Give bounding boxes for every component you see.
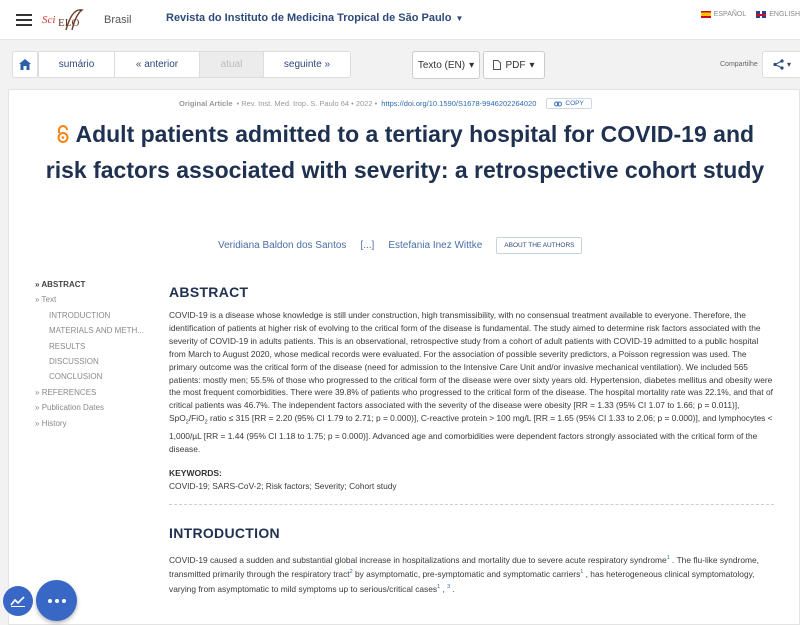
lang-label: ENGLISH — [769, 11, 800, 18]
more-options-button[interactable] — [36, 580, 77, 621]
toc-item-methods[interactable]: MATERIALS AND METH... — [49, 326, 144, 336]
authors-line — [218, 237, 582, 254]
current-button: atual — [199, 51, 264, 78]
toc-item-introduction[interactable]: INTRODUCTION — [49, 310, 111, 320]
sumario-button[interactable]: sumário — [38, 51, 115, 78]
svg-text:Sci: Sci — [42, 14, 56, 26]
authors-ellipsis[interactable]: [...] — [360, 240, 375, 251]
uk-flag-icon — [756, 11, 766, 18]
open-access-icon — [56, 125, 70, 143]
share-button[interactable] — [762, 51, 800, 78]
caret-down-icon: ▾ — [786, 60, 791, 69]
text-language-dropdown[interactable] — [412, 51, 480, 79]
scielo-logo[interactable] — [42, 6, 132, 34]
ref-link[interactable]: 1 — [666, 554, 670, 561]
scielo-logo-mark — [42, 6, 100, 34]
toc-item-references[interactable]: » REFERENCES — [35, 387, 97, 397]
lang-espanol[interactable] — [701, 11, 747, 18]
abstract-heading: ABSTRACT — [169, 284, 249, 300]
caret-down-icon: ▾ — [469, 59, 475, 71]
article-panel — [8, 89, 800, 625]
section-divider — [169, 504, 774, 505]
author-last[interactable]: Estefania Inez Wittke — [388, 240, 483, 251]
toc-item-discussion[interactable]: DISCUSSION — [49, 356, 99, 366]
home-icon — [19, 59, 31, 70]
issue-navbar — [0, 40, 800, 90]
author-first[interactable]: Veridiana Baldon dos Santos — [218, 240, 347, 251]
ref-link[interactable]: 3 — [447, 583, 451, 590]
share-label: Compartilhe — [720, 61, 758, 68]
more-dots-icon — [48, 599, 66, 603]
toc-item-history[interactable]: » History — [35, 418, 67, 428]
article-title-block — [39, 116, 771, 188]
logo-country: Brasil — [104, 14, 132, 26]
toc-item-abstract[interactable]: » ABSTRACT — [35, 280, 86, 289]
metrics-button[interactable] — [3, 586, 33, 616]
chart-line-icon — [10, 595, 26, 607]
text-language-label: Texto (EN) — [417, 59, 466, 71]
pdf-file-icon — [493, 60, 501, 70]
introduction-text: COVID-19 caused a sudden and substantial global increase in hospitalizations and mortality due to severe acute respiratory syndrome$^1$ . The flu-like syndrome, transmitted primarily through the respiratory tract$^2$ by asymptomatic, pre-symptomatic and symptomatic carriers$^1$ , has heterogeneous clinical symptomatology, varying from asymptomatic to mild symptoms up to serious/critical cases$^1$ , $^3$ . — [169, 554, 759, 594]
doi-link[interactable]: https://doi.org/10.1590/S1678-9946202264020 — [381, 99, 537, 108]
caret-down-icon: ▾ — [529, 59, 535, 71]
menu-icon[interactable] — [16, 14, 32, 26]
table-of-contents — [35, 280, 144, 434]
lang-english[interactable] — [756, 11, 800, 18]
es-flag-icon — [701, 11, 711, 18]
article-body — [169, 284, 774, 596]
pdf-label: PDF — [505, 59, 526, 71]
toc-item-text[interactable]: » Text — [35, 295, 57, 305]
previous-button[interactable]: « anterior — [114, 51, 200, 78]
share-icon — [773, 59, 784, 70]
article-source: • Rev. Inst. Med. trop. S. Paulo 64 • 2022 • — [236, 99, 378, 108]
ref-link[interactable]: 1 — [437, 583, 441, 590]
copy-doi-button[interactable] — [546, 98, 591, 109]
introduction-heading: INTRODUCTION — [169, 524, 280, 541]
article-title: Adult patients admitted to a tertiary hospital for COVID-19 and risk factors associated with severity: a retrospective cohort study — [45, 121, 765, 183]
next-button[interactable]: seguinte » — [263, 51, 351, 78]
keywords-list: COVID-19; SARS-CoV-2; Risk factors; Severity; Cohort study — [169, 480, 397, 491]
ref-link[interactable]: 2 — [349, 569, 353, 576]
article-type: Original Article — [179, 99, 233, 108]
article-meta — [179, 98, 592, 109]
top-header — [0, 0, 800, 40]
home-button[interactable] — [12, 51, 38, 78]
language-switcher — [701, 11, 800, 18]
toc-item-publication-dates[interactable]: » Publication Dates — [35, 403, 104, 413]
link-icon — [554, 101, 562, 107]
about-authors-button[interactable]: ABOUT THE AUTHORS — [496, 237, 582, 254]
journal-title: Revista do Instituto de Medicina Tropical de São Paulo — [166, 12, 452, 24]
toc-item-conclusion[interactable]: CONCLUSION — [49, 372, 103, 382]
abstract-text: COVID-19 is a disease whose knowledge is still under construction, high transmissibility, with no consensual treatment available to everyone. Therefore, the identification of patients at higher risk of evolving to the critical form of the disease is fundamental. The study aimed to determine risk factors associated with the severity of COVID-19 in adults patients. This is an observational, retrospective study from a cohort of adult patients with COVID-19 admitted to a public hospital from March to August 2020, whose medical records were evaluated. For the association of possible severity predictors, a Poisson regression was used. The primary outcome was the critical form of the disease (need for admission to the Intensive Care Unit and/or invasive mechanical ventilation). We included 565 patients: mostly men; 55.5% of those who progressed to the critical form of the disease were over sixty years old. Hypertension, diabetes mellitus and obesity were the most frequent comorbidities. There were 39.8% of patients who progressed to the critical form of the disease. The hospital mortality rate was 22.1%, and that of critical patients was 46.7%. The independent factors associated with the severity of the disease were obesity [RR = 1.33 (95% CI 1.07 to 1.66; p = 0.011)], SpO$_2$/FiO$_2$ ratio ≤ 315 [RR = 2.20 (95% CI 1.79 to 2.71; p = 0.000)], C-reactive protein > 100 mg/L [RR = 1.65 (95% CI 1.33 to 2.06; p = 0.000)], and lymphocytes < 1,000/µL [RR = 1.44 (95% CI 1.18 to 1.75; p = 0.000)]. Advanced age and comorbidities were dependent factors strongly associated with the critical form of the disease. — [169, 310, 773, 454]
chevron-down-icon: ▼ — [455, 13, 464, 23]
svg-text:ELO: ELO — [58, 17, 80, 29]
journal-title-dropdown[interactable] — [166, 12, 463, 24]
pdf-dropdown[interactable] — [483, 51, 545, 79]
copy-label: COPY — [565, 100, 584, 107]
ref-link[interactable]: 1 — [580, 569, 584, 576]
lang-label: ESPAÑOL — [713, 11, 747, 18]
toc-item-results[interactable]: RESULTS — [49, 341, 86, 351]
keywords-heading: KEYWORDS: — [169, 467, 222, 478]
